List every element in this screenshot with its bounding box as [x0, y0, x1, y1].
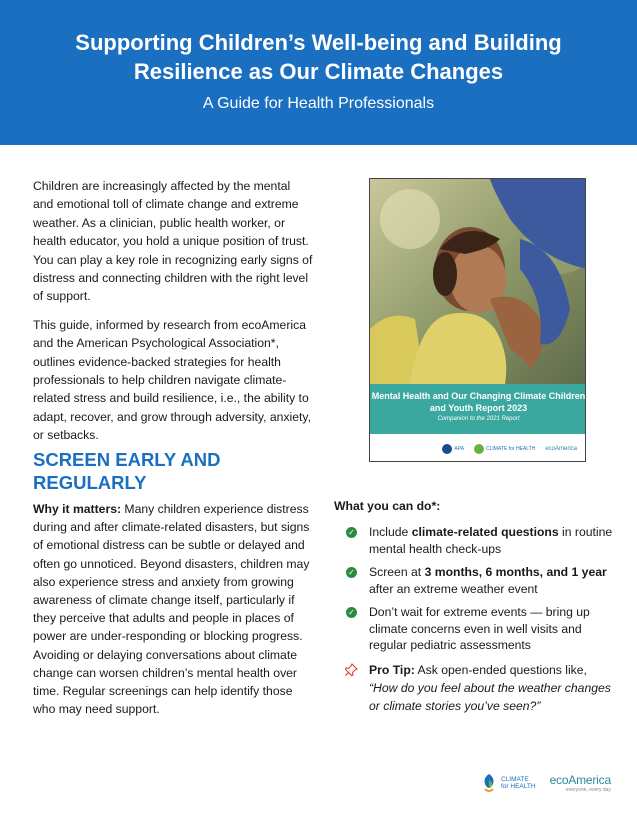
cover-photo [370, 179, 586, 384]
cover-title-band [370, 384, 586, 434]
cfh-mini-text: CLIMATE for HEALTH [486, 445, 536, 452]
why-label: Why it matters: [33, 502, 122, 516]
pro-tip-body: Ask open-ended questions like, [414, 663, 587, 677]
cfh-line-1: CLIMATE [501, 776, 529, 783]
action-item [346, 524, 616, 557]
intro-text [33, 177, 313, 455]
cover-title: Mental Health and Our Changing Climate Children and Youth Report 2023 [371, 391, 586, 413]
apa-logo [442, 444, 464, 454]
action-text-post: in routine mental health check-ups [369, 525, 613, 556]
intro-paragraph-1: Children are increasingly affected by the mental and emotional toll of climate change and extreme weather. As a clinician, public health worker, or health educator, you hold a unique position of trust. You can play a key role in recognizing early signs of distress and connecting children with the right level of support. [33, 179, 313, 304]
climate-for-health-logo [480, 772, 536, 794]
apa-logo-icon [442, 444, 452, 454]
action-text-bold: climate-related questions [411, 525, 559, 539]
ecoamerica-tagline: everyone, every day [565, 787, 611, 793]
pro-tip-text [369, 661, 624, 715]
climate-for-health-mini-logo [474, 444, 535, 454]
section-heading: SCREEN EARLY AND REGULARLY [33, 449, 221, 493]
cover-subtitle: Companion to the 2021 Report [437, 416, 520, 422]
actions-title: What you can do*: [334, 499, 441, 513]
report-cover-image [369, 178, 586, 462]
action-text-pre: Include [369, 525, 412, 539]
intro-paragraph-2: This guide, informed by research from ecoAmerica and the American Psychological Association*, outlines evidence-backed strategies for health professionals to help children navigate climate-related stress and build resilience, i.e., the ability to adapt, recover, and grow through adversity, anxiety, or setbacks. [33, 317, 311, 443]
check-icon: ✓ [346, 607, 357, 618]
leaf-icon [474, 444, 484, 454]
header-banner [0, 0, 637, 145]
action-text [369, 564, 616, 597]
pushpin-icon [344, 663, 358, 677]
action-text [369, 604, 616, 654]
action-text [369, 524, 616, 557]
check-icon: ✓ [346, 567, 357, 578]
why-body: Many children experience distress during and after climate-related disasters, but signs of emotional distress can be subtle or delayed and often go unnoticed. Beyond disasters, children may also experience stress and anxiety from growing awareness of climate change itself, particularly if they perceive that adults and people in places of power are under-responding or blocking progress. Avoiding or delaying conversations about climate change can worsen children’s mental health over time. Regular screenings can help identify those who may need support. [33, 502, 310, 717]
apa-logo-text: APA [454, 445, 465, 452]
page-subtitle: A Guide for Health Professionals [202, 95, 435, 112]
ecoamerica-name: ecoAmerica [549, 773, 611, 787]
check-icon: ✓ [346, 527, 357, 538]
pro-tip [344, 661, 624, 715]
cfh-text [501, 776, 536, 790]
cover-logos [370, 434, 586, 462]
action-item [346, 564, 616, 597]
action-text-pre: Screen at [369, 565, 425, 579]
cfh-line-2: for HEALTH [501, 783, 536, 790]
page-title: Supporting Children’s Well-being and Building Resilience as Our Climate Changes [75, 30, 562, 84]
action-text-post: after an extreme weather event [369, 581, 538, 596]
ecoamerica-mini-logo [545, 446, 577, 452]
climate-for-health-icon [480, 772, 498, 794]
action-text-pre: Don’t wait for extreme events — bring up climate concerns even in well visits and regular pediatric assessments [369, 605, 590, 652]
action-item [346, 604, 616, 654]
why-it-matters-text [33, 500, 313, 718]
footer-logos [480, 772, 611, 794]
action-text-bold: 3 months, 6 months, and 1 year [424, 565, 607, 579]
ecoamerica-mini-text: ecoAmerica [545, 445, 577, 452]
ecoamerica-logo [550, 773, 611, 793]
pro-tip-quote: “How do you feel about the weather changes or climate stories you’ve seen?” [369, 681, 611, 713]
pro-tip-label: Pro Tip: [369, 663, 415, 677]
